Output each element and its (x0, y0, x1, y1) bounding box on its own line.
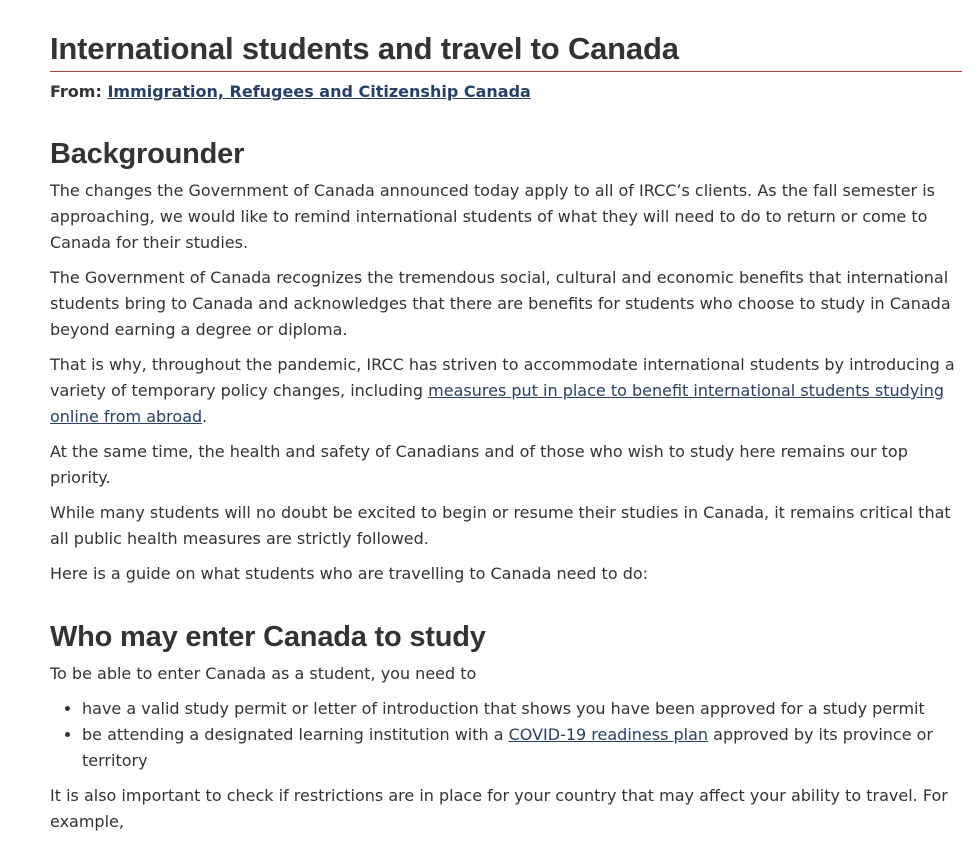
requirements-list (50, 696, 962, 774)
paragraph: Here is a guide on what students who are travelling to Canada need to do: (50, 564, 649, 583)
backgrounder-heading: Backgrounder (50, 138, 245, 170)
page-title: International students and travel to Canada (50, 0, 962, 72)
list-item: • have a valid study permit or letter of introduction that shows you have been approved for a study permit (82, 696, 962, 722)
online-measures-link[interactable]: measures put in place to benefit international students studying online from abroad (50, 381, 945, 426)
main-content (50, 0, 962, 844)
list-item-text: approved by its province or territory (82, 725, 934, 770)
paragraph: The Government of Canada recognizes the tremendous social, cultural and economic benefits that international students bring to Canada and acknowledges that there are benefits for students who choose to study in Canada beyond earning a degree or diploma. (50, 268, 951, 339)
covid-readiness-plan-link[interactable]: COVID-19 readiness plan (508, 725, 709, 744)
paragraph-text: . (202, 407, 208, 426)
list-item (82, 722, 962, 774)
list-item-text: be attending a designated learning institution with a (82, 725, 509, 744)
paragraph: It is also important to check if restrictions are in place for your country that may affect your ability to travel. For example, (50, 786, 948, 831)
paragraph: While many students will no doubt be excited to begin or resume their studies in Canada, it remains critical that all public health measures are strictly followed. (50, 503, 951, 548)
paragraph: At the same time, the health and safety of Canadians and of those who wish to study here remains our top priority. (50, 442, 908, 487)
from-line (50, 80, 962, 104)
who-may-enter-heading: Who may enter Canada to study (50, 621, 486, 653)
department-link[interactable]: Immigration, Refugees and Citizenship Canada (107, 82, 531, 101)
from-label: From: (50, 82, 102, 101)
paragraph (50, 352, 962, 430)
paragraph: To be able to enter Canada as a student, you need to (50, 664, 477, 683)
paragraph: The changes the Government of Canada announced today apply to all of IRCC’s clients. As the fall semester is approaching, we would like to remind international students of what they will need to do to return or come to Canada for their studies. (50, 181, 935, 252)
paragraph-text: That is why, throughout the pandemic, IRCC has striven to accommodate international students by introducing a variety of temporary policy changes, including (50, 355, 955, 400)
